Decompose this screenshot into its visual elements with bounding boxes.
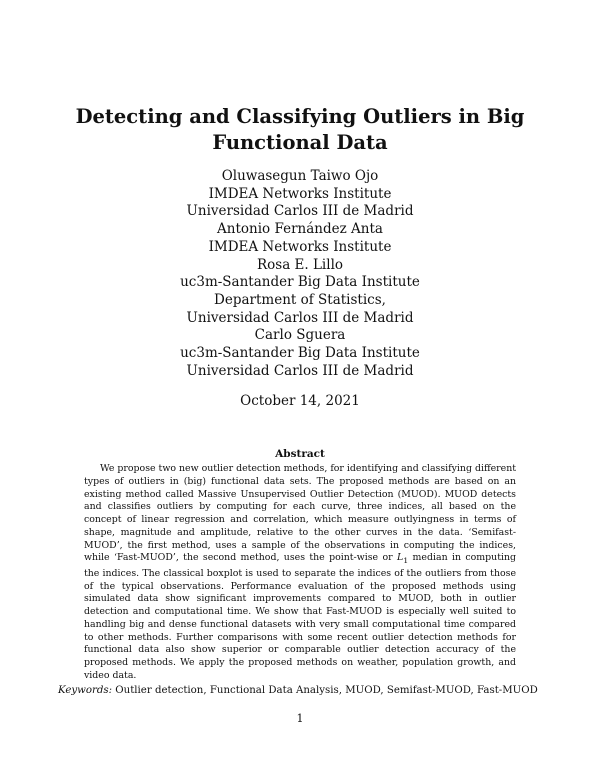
author-name: Rosa E. Lillo: [256, 256, 344, 273]
abstract-text-part-2: median in computing the indices. The classical boxplot is used to separate the indices of the outliers from those of the typical observations. Performance evaluation of the proposed methods using simulated data show significant improvements compared to MUOD, both in outlier detection and computational time. We show that Fast-MUOD is especially well suited to handling big and dense functional datasets with very small computational time compared to other methods. Further comparisons with some recent outlier detection methods for functional data also show superior or comparable outlier detection accuracy of the proposed methods. We apply the proposed methods on weather, population growth, and video data.: [84, 552, 516, 681]
author-affiliation: Universidad Carlos III de Madrid: [186, 309, 414, 326]
abstract-body: [84, 463, 516, 683]
paper-title: [60, 104, 540, 156]
author-affiliation: Department of Statistics,: [214, 291, 386, 308]
author-affiliation: Universidad Carlos III de Madrid: [186, 362, 414, 379]
title-line-1: Detecting and Classifying Outliers in Big: [75, 105, 525, 128]
author-affiliation: IMDEA Networks Institute: [208, 185, 392, 202]
keywords-line: [58, 684, 548, 697]
page-number: 1: [296, 712, 304, 725]
abstract-text-part-1: We propose two new outlier detection methods, for identifying and classifying different types of outliers in (big) functional data sets. The proposed methods are based on an existing method called Massive Unsupervised Outlier Detection (MUOD). MUOD detects and classifies outliers by computing for each curve, three indices, all based on the concept of linear regression and correlation, which measure outlyingness in terms of shape, magnitude and amplitude, relative to the other curves in the data. ‘Semifast-MUOD’, the first method, uses a sample of the observations in computing the indices, while ‘Fast-MUOD’, the second method, uses the point-wise or: [84, 463, 516, 564]
author-block: [100, 168, 500, 380]
keywords-text: Outlier detection, Functional Data Analysis, MUOD, Semifast-MUOD, Fast-MUOD: [115, 685, 538, 696]
math-variable: L: [396, 552, 404, 564]
author-affiliation: Universidad Carlos III de Madrid: [186, 203, 414, 220]
publication-date: October 14, 2021: [240, 393, 360, 409]
keywords-label: Keywords:: [58, 685, 113, 696]
author-name: Oluwasegun Taiwo Ojo: [221, 168, 379, 184]
title-line-2: Functional Data: [212, 131, 388, 154]
author-name: Antonio Fernández Anta: [217, 221, 383, 238]
abstract-heading: Abstract: [275, 448, 325, 460]
math-subscript: 1: [403, 556, 409, 566]
author-name: Carlo Sguera: [254, 327, 346, 344]
author-affiliation: uc3m-Santander Big Data Institute: [180, 345, 420, 362]
author-affiliation: IMDEA Networks Institute: [208, 238, 392, 255]
author-affiliation: uc3m-Santander Big Data Institute: [180, 274, 420, 291]
